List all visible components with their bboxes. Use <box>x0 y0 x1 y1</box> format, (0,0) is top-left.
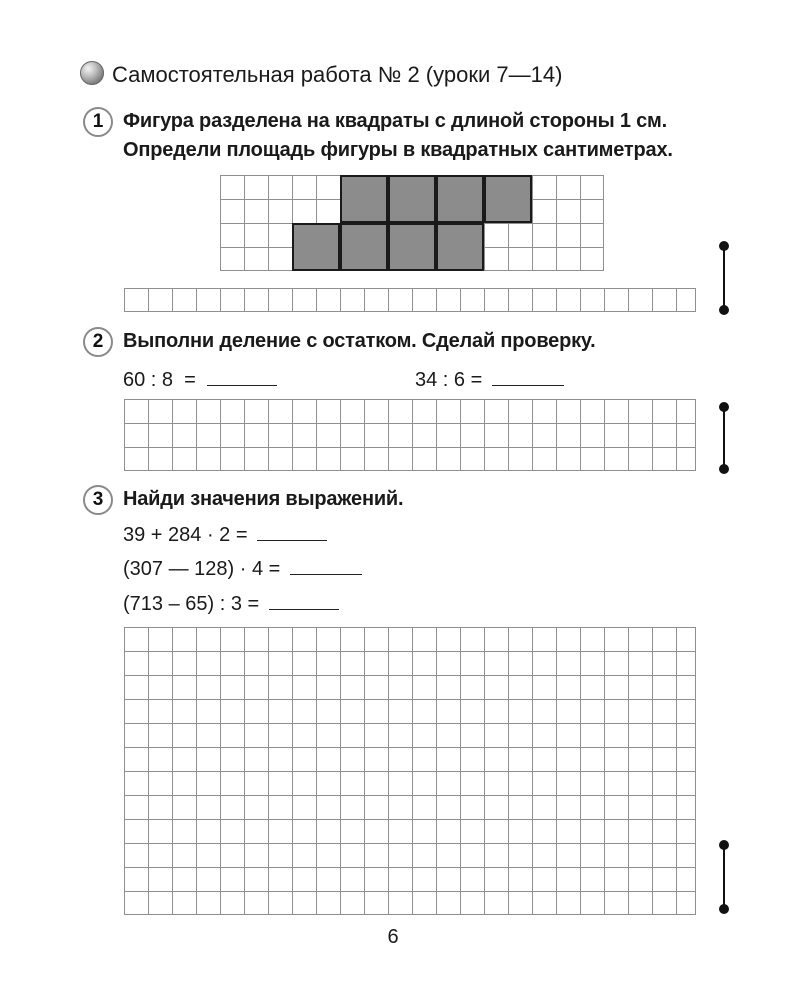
task-3-expression-1: 39 + 284 · 2 = <box>123 522 327 548</box>
task-1-number: 1 <box>83 107 113 137</box>
task-3-expression-2: (307 — 128) · 4 = <box>123 556 362 582</box>
task-3-score-bracket <box>719 844 729 910</box>
answer-blank[interactable] <box>269 591 339 610</box>
answer-blank[interactable] <box>207 367 277 386</box>
task-2-number: 2 <box>83 327 113 357</box>
figure-square <box>436 175 484 223</box>
figure-square <box>388 223 436 271</box>
task-3-number: 3 <box>83 485 113 515</box>
page-number: 6 <box>387 926 399 948</box>
figure-square <box>340 223 388 271</box>
task-3-text: Найди значения выражений. <box>123 488 404 510</box>
page-title: Самостоятельная работа № 2 (уроки 7—14) <box>112 62 563 87</box>
task-1-text-line-2: Определи площадь фигуры в квадратных сантиметрах. <box>123 139 673 161</box>
figure-square <box>340 175 388 223</box>
task-2-work-grid[interactable] <box>124 399 696 471</box>
task-2-score-bracket <box>719 406 729 470</box>
answer-blank[interactable] <box>257 522 327 541</box>
answer-blank[interactable] <box>290 556 362 575</box>
task-1-answer-grid[interactable] <box>124 288 696 312</box>
task-1-score-bracket <box>719 245 729 311</box>
figure-square <box>436 223 484 271</box>
figure-square <box>484 175 532 223</box>
task-2-text: Выполни деление с остатком. Сделай проверку. <box>123 330 596 352</box>
header-bullet-icon <box>80 61 104 85</box>
task-1-text-line-1: Фигура разделена на квадраты с длиной стороны 1 см. <box>123 110 668 132</box>
task-3-expression-3: (713 – 65) : 3 = <box>123 591 339 617</box>
figure-square <box>292 223 340 271</box>
figure-square <box>388 175 436 223</box>
task-3-work-grid[interactable] <box>124 627 696 915</box>
answer-blank[interactable] <box>492 367 564 386</box>
task-2-expression-2: 34 : 6 = <box>415 367 564 393</box>
task-2-expression-1: 60 : 8 = <box>123 367 277 393</box>
